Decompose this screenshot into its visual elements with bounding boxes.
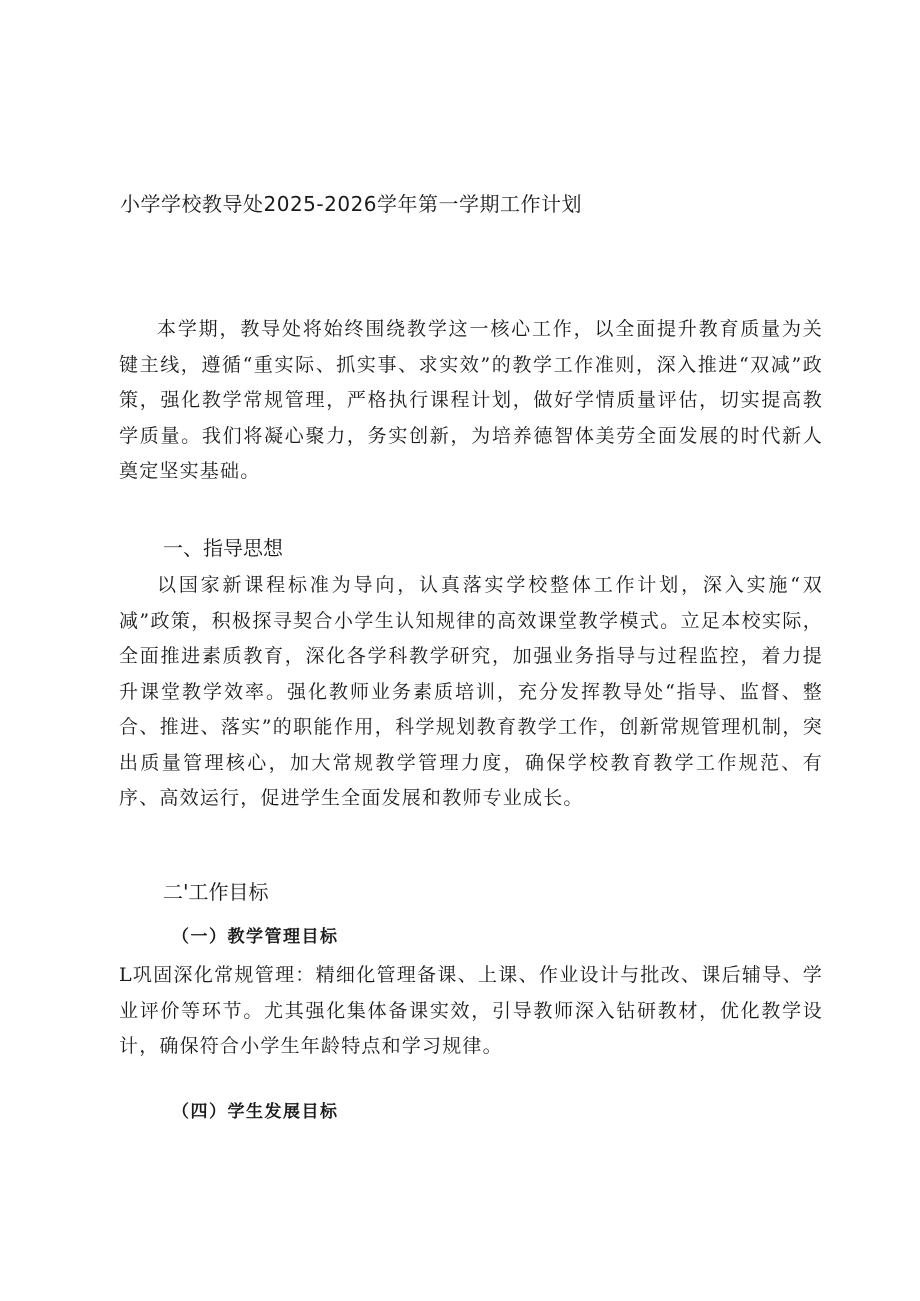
intro-paragraph: 本学期，教导处将始终围绕教学这一核心工作，以全面提升教育质量为关键主线，遵循“重实际、抓实事、求实效”的教学工作准则，深入推进“双减”政策，强化教学常规管理，严格执行课程计划，做好学情质量评估，切实提高教学质量。我们将凝心聚力，务实创新，为培养德智体美劳全面发展的时代新人奠定坚实基础。 [119, 318, 823, 482]
section-heading-work-goals: 二'工作目标 [163, 880, 269, 904]
subsection-heading-teaching-management: （一）教学管理目标 [172, 927, 339, 947]
section-heading-guiding-ideology: 一、指导思想 [163, 536, 283, 560]
teaching-management-paragraph: L巩固深化常规管理：精细化管理备课、上课、作业设计与批改、课后辅导、学业评价等环节。尤其强化集体备课实效，引导教师深入钻研教材，优化教学设计，确保符合小学生年龄特点和学习规律。 [119, 964, 823, 1057]
subsection-heading-student-development: （四）学生发展目标 [172, 1102, 339, 1122]
guiding-ideology-paragraph: 以国家新课程标准为导向，认真落实学校整体工作计划，深入实施“双减”政策，积极探寻契合小学生认知规律的高效课堂教学模式。立足本校实际，全面推进素质教育，深化各学科教学研究，加强业务指导与过程监控，着力提升课堂教学效率。强化教师业务素质培训，充分发挥教导处“指导、监督、整合、推进、落实”的职能作用，科学规划教育教学工作，创新常规管理机制，突出质量管理核心，加大常规教学管理力度，确保学校教育教学工作规范、有序、高效运行，促进学生全面发展和教师专业成长。 [119, 574, 823, 809]
document-title: 小学学校教导处2025-2026学年第一学期工作计划 [120, 192, 583, 216]
